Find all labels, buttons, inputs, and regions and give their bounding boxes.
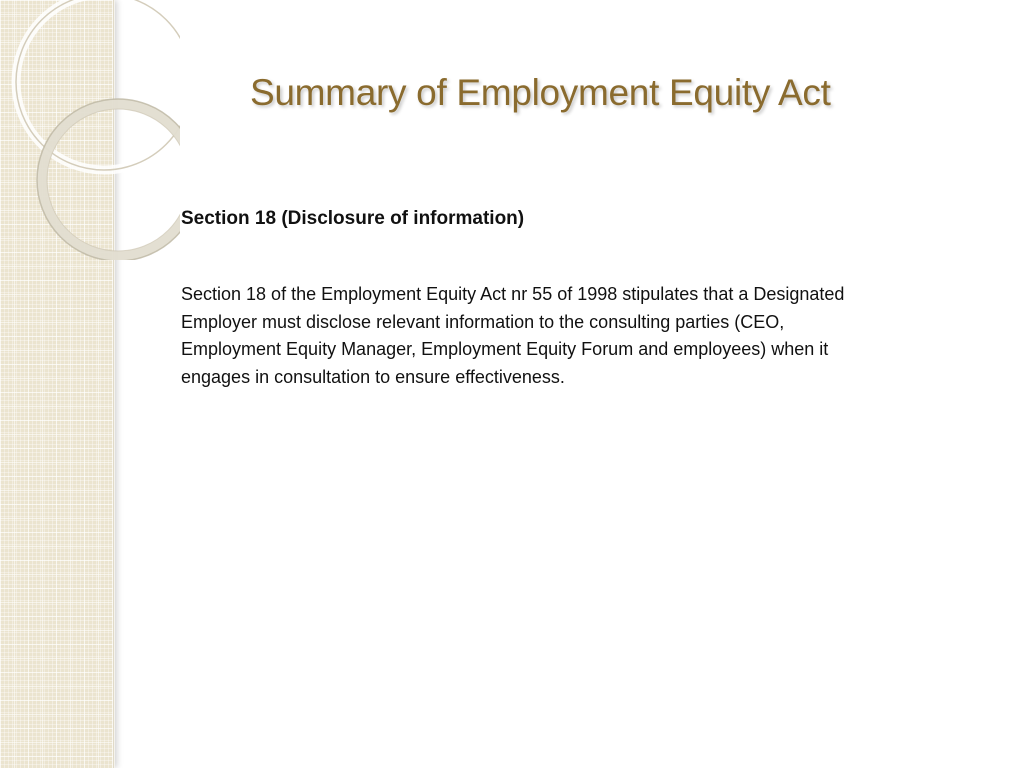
- body-paragraph: [181, 281, 971, 391]
- decorative-rings: [0, 0, 180, 260]
- upper-ring: [16, 0, 180, 170]
- slide-content: [181, 205, 971, 391]
- body-line: Section 18 of the Employment Equity Act nr 55 of 1998 stipulates that a Designated: [181, 284, 845, 304]
- body-line: Employer must disclose relevant information to the consulting parties (CEO,: [181, 311, 785, 332]
- body-line: engages in consultation to ensure effectiveness.: [181, 366, 565, 387]
- lower-ring: [42, 104, 180, 256]
- lower-ring-outline: [37, 99, 180, 260]
- body-line: Employment Equity Manager, Employment Equity Forum and employees) when it: [181, 339, 829, 359]
- lower-ring-inner: [47, 109, 180, 251]
- section-heading: Section 18 (Disclosure of information): [181, 208, 525, 229]
- slide-title: Summary of Employment Equity Act: [250, 72, 831, 113]
